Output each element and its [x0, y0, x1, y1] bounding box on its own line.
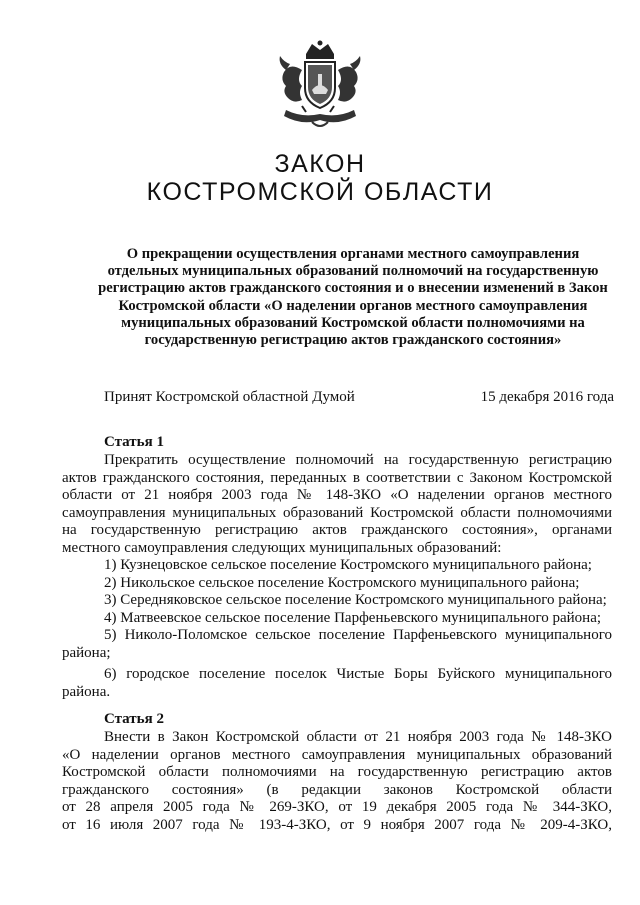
text-line: области от 21 ноября 2003 года № 148-ЗКО «О наделении органов местного [62, 487, 612, 503]
law-title-line1: ЗАКОН [274, 150, 366, 178]
list-item: 5) Николо-Поломское сельское поселение Парфеньевского муниципального [104, 627, 612, 643]
text-line: Прекратить осуществление полномочий на государственную регистрацию [104, 452, 612, 468]
text-line: местного самоуправления следующих муниципальных образований: [62, 539, 502, 556]
text-line: «О наделении органов местного самоуправления муниципальных образований [62, 746, 612, 763]
text-line: на государственную регистрацию актов гражданского состояния», органами [62, 522, 612, 538]
law-title-line2: КОСТРОМСКОЙ ОБЛАСТИ [146, 178, 494, 206]
text-line: самоуправления муниципальных образований Костромской области полномочиями [62, 504, 612, 521]
text-line: от 16 июля 2007 года № 193-4-ЗКО, от 9 ноября 2007 года № 209-4-ЗКО, [62, 816, 612, 833]
heading-line: отдельных муниципальных образований полномочий на государственную [107, 263, 599, 280]
list-item: 6) городское поселение поселок Чистые Боры Буйского муниципального [104, 666, 612, 682]
article2-body [62, 729, 612, 834]
adopted-by: Принят Костромской областной Думой [104, 389, 355, 405]
coat-of-arms-icon [272, 40, 368, 132]
text-line: Внести в Закон Костромской области от 21 ноября 2003 года № 148-ЗКО [104, 729, 612, 745]
text-line: гражданского состояния» (в редакции законов Костромской области [62, 781, 612, 798]
text-line: Костромской области полномочиями на государственную регистрацию актов [62, 764, 612, 780]
article2-title: Статья 2 [104, 711, 164, 727]
article1-title: Статья 1 [104, 434, 164, 450]
list-item-continuation: района. [62, 683, 111, 700]
article1-body [62, 452, 612, 701]
heading-line: Костромской области «О наделении органов местного самоуправления [118, 297, 588, 314]
heading-line: регистрацию актов гражданского состояния и о внесении изменений в Закон [98, 280, 608, 297]
heading-line: муниципальных образований Костромской области полномочиями на [121, 314, 585, 331]
list-item: 3) Середняковское сельское поселение Костромского муниципального района; [104, 592, 607, 608]
heading-line: О прекращении осуществления органами местного самоуправления [126, 246, 580, 262]
list-item-continuation: района; [62, 644, 111, 661]
text-line: актов гражданского состояния, переданных в соответствии с Законом Костромской [62, 469, 612, 486]
list-item: 4) Матвеевское сельское поселение Парфеньевского муниципального района; [104, 609, 602, 626]
heading-line: государственную регистрацию актов гражданского состояния» [144, 332, 562, 349]
text-line: от 28 апреля 2005 года № 269-ЗКО, от 19 декабря 2005 года № 344-ЗКО, [62, 799, 612, 815]
adopted-date: 15 декабря 2016 года [480, 389, 614, 405]
list-item: 1) Кузнецовское сельское поселение Костромского муниципального района; [104, 557, 592, 573]
law-heading [60, 246, 640, 349]
list-item: 2) Никольское сельское поселение Костромского муниципального района; [104, 574, 580, 591]
